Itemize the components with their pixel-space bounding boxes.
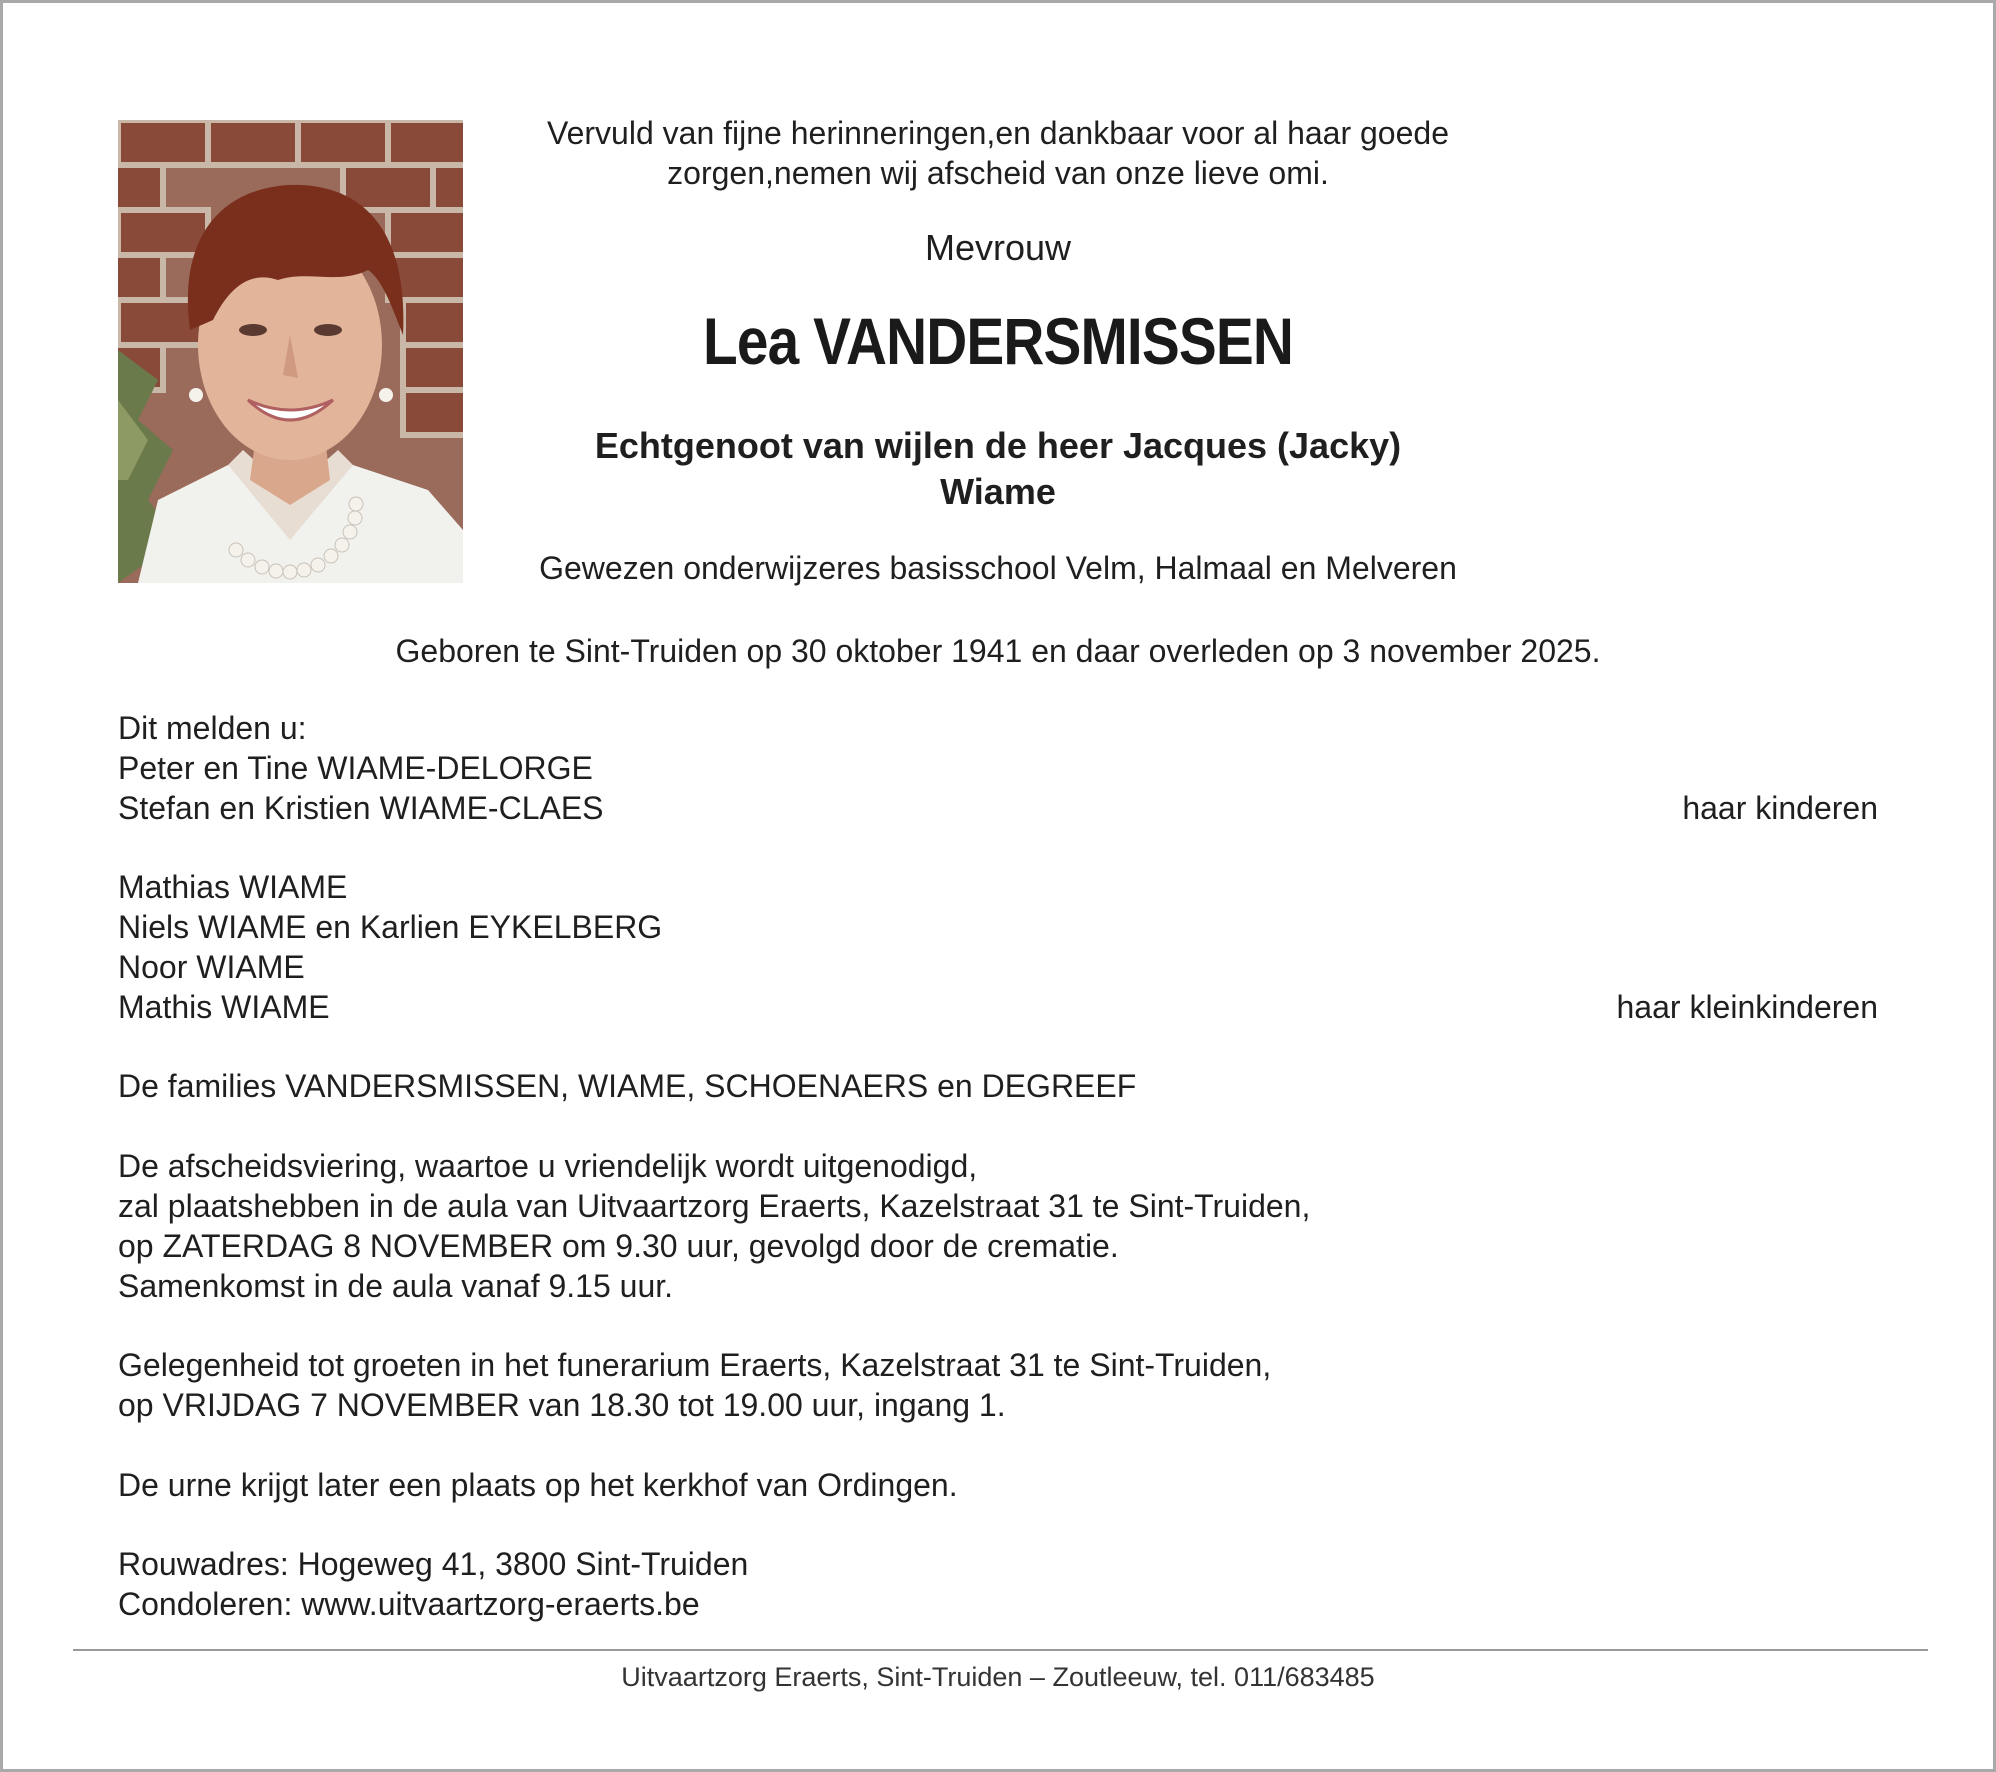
profession: Gewezen onderwijzeres basisschool Velm, Halmaal en Melveren [539,550,1457,586]
intro-line-1: Vervuld van fijne herinneringen,en dankbaar voor al haar goede [547,115,1449,151]
grandchildren-label: haar kleinkinderen [1616,989,1878,1025]
ceremony-line: op ZATERDAG 8 NOVEMBER om 9.30 uur, gevolgd door de crematie. [118,1228,1119,1264]
footer-divider [73,1649,1928,1651]
intro-text [493,113,1503,193]
deceased-name: Lea VANDERSMISSEN [703,304,1293,378]
grandchildren-block [118,867,1878,1027]
announcers-block [118,708,1878,828]
spouse-text [493,423,1503,515]
grandchild-entry: Niels WIAME en Karlien EYKELBERG [118,909,663,945]
announcers-heading: Dit melden u: [118,710,307,746]
ceremony-line: De afscheidsviering, waartoe u vriendelijk wordt uitgenodigd, [118,1148,978,1184]
funeral-home-footer: Uitvaartzorg Eraerts, Sint-Truiden – Zoutleeuw, tel. 011/683485 [621,1662,1375,1692]
ceremony-block [118,1146,1878,1306]
visitation-line: op VRIJDAG 7 NOVEMBER van 18.30 tot 19.00 uur, ingang 1. [118,1387,1006,1423]
ceremony-line: zal plaatshebben in de aula van Uitvaartzorg Eraerts, Kazelstraat 31 te Sint-Truiden, [118,1188,1311,1224]
families-line: De families VANDERSMISSEN, WIAME, SCHOENAERS en DEGREEF [118,1068,1137,1104]
contact-block [118,1544,1878,1624]
grandchild-entry-last [118,987,1878,1027]
grandchild-entry: Mathis WIAME [118,989,330,1025]
visitation-block [118,1345,1878,1425]
portrait-illustration [118,120,463,583]
condolence-website: Condoleren: www.uitvaartzorg-eraerts.be [118,1586,700,1622]
urn-line: De urne krijgt later een plaats op het kerkhof van Ordingen. [118,1467,958,1503]
child-entry: Stefan en Kristien WIAME-CLAES [118,790,604,826]
children-label: haar kinderen [1682,790,1878,826]
portrait-photo [118,120,463,583]
intro-line-2: zorgen,nemen wij afscheid van onze lieve omi. [667,155,1329,191]
ceremony-line: Samenkomst in de aula vanaf 9.15 uur. [118,1268,674,1304]
spouse-line-2: Wiame [940,471,1056,512]
visitation-line: Gelegenheid tot groeten in het funerarium Eraerts, Kazelstraat 31 te Sint-Truiden, [118,1347,1272,1383]
honorific: Mevrouw [924,227,1072,268]
child-entry: Peter en Tine WIAME-DELORGE [118,750,593,786]
spouse-line-1: Echtgenoot van wijlen de heer Jacques (Jacky) [594,425,1402,466]
grandchild-entry: Mathias WIAME [118,869,348,905]
child-entry-last [118,788,1878,828]
mourning-address: Rouwadres: Hogeweg 41, 3800 Sint-Truiden [118,1546,749,1582]
birth-death-line: Geboren te Sint-Truiden op 30 oktober 1941 en daar overleden op 3 november 2025. [395,633,1601,669]
grandchild-entry: Noor WIAME [118,949,305,985]
